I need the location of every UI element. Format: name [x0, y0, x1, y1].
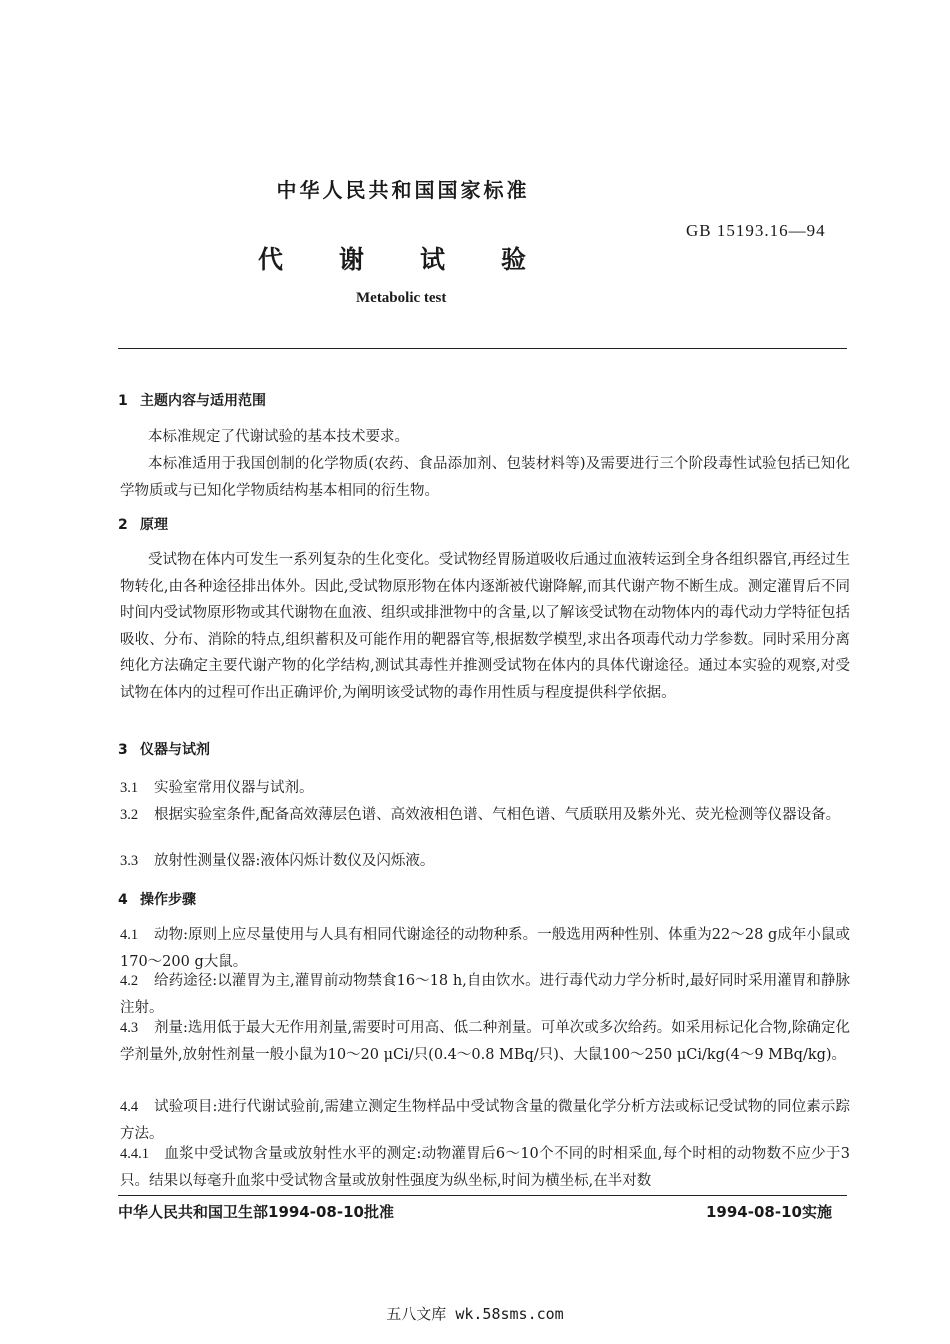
list-item: 4.2 给药途径:以灌胃为主,灌胃前动物禁食16～18 h,自由饮水。进行毒代动力学分析时,最好同时采用灌胃和静脉注射。 — [120, 973, 850, 1016]
header-divider — [118, 348, 847, 349]
list-item: 4.4 试验项目:进行代谢试验前,需建立测定生物样品中受试物含量的微量化学分析方法或标记受试物的同位素示踪方法。 — [120, 1099, 850, 1142]
watermark: 五八文库 wk.58sms.com — [386, 1305, 564, 1323]
list-item: 4.4.1 血浆中受试物含量或放射性水平的测定:动物灌胃后6～10个不同的时相采血,每个时相的动物数不应少于3只。结果以每毫升血浆中受试物含量或放射性强度为纵坐标,时间为横坐标,在半对数 — [120, 1146, 850, 1189]
approval-line: 中华人民共和国卫生部1994-08-10批准 — [118, 1203, 394, 1221]
list-item: 3.3 放射性测量仪器:液体闪烁计数仪及闪烁液。 — [120, 853, 435, 869]
standard-code: GB 15193.16—94 — [686, 221, 826, 240]
list-item: 3.2 根据实验室条件,配备高效薄层色谱、高效液相色谱、气相色谱、气质联用及紫外光、荧光检测等仪器设备。 — [120, 807, 841, 823]
document-title: 代谢试验 — [258, 245, 583, 274]
list-item: 3.1 实验室常用仪器与试剂。 — [120, 780, 314, 796]
paragraph: 受试物在体内可发生一系列复杂的生化变化。受试物经胃肠道吸收后通过血液转运到全身各组织器官,再经过生物转化,由各种途径排出体外。因此,受试物原形物在体内逐渐被代谢降解,而其代谢产物不断生成。测定灌胃后不同时间内受试物原形物或其代谢物在血液、组织或排泄物中的含量,以了解该受试物在动物体内的毒代动力学特征包括吸收、分布、消除的特点,组织蓄积及可能作用的靶器官等,根据数学模型,求出各项毒代动力学参数。同时采用分离纯化方法确定主要代谢产物的化学结构,测试其毒性并推测受试物在体内的具体代谢途径。通过本实验的观察,对受试物在体内的过程可作出正确评价,为阐明该受试物的毒作用性质与程度提供科学依据。 — [120, 552, 850, 701]
section-heading: 1 主题内容与适用范围 — [118, 393, 266, 409]
implementation-line: 1994-08-10实施 — [706, 1203, 832, 1221]
document-title-english: Metabolic test — [356, 290, 447, 306]
list-item: 4.1 动物:原则上应尽量使用与人具有相同代谢途径的动物种系。一般选用两种性别、体重为22～28 g成年小鼠或170～200 g大鼠。 — [120, 927, 850, 970]
section-heading: 2 原理 — [118, 517, 168, 533]
section-heading: 3 仪器与试剂 — [118, 742, 210, 758]
list-item: 4.3 剂量:选用低于最大无作用剂量,需要时可用高、低二种剂量。可单次或多次给药。如采用标记化合物,除确定化学剂量外,放射性剂量一般小鼠为10～20 μCi/只(0.4～0.8 MBq/只)、大鼠100～250 μCi/kg(4～9 MBq/kg)。 — [120, 1020, 850, 1063]
paragraph: 本标准适用于我国创制的化学物质(农药、食品添加剂、包装材料等)及需要进行三个阶段毒性试验包括已知化学物质或与已知化学物质结构基本相同的衍生物。 — [120, 456, 850, 499]
footer-divider — [118, 1195, 847, 1196]
section-heading: 4 操作步骤 — [118, 892, 196, 908]
national-standard-title: 中华人民共和国国家标准 — [276, 178, 530, 202]
paragraph: 本标准规定了代谢试验的基本技术要求。 — [148, 429, 409, 445]
